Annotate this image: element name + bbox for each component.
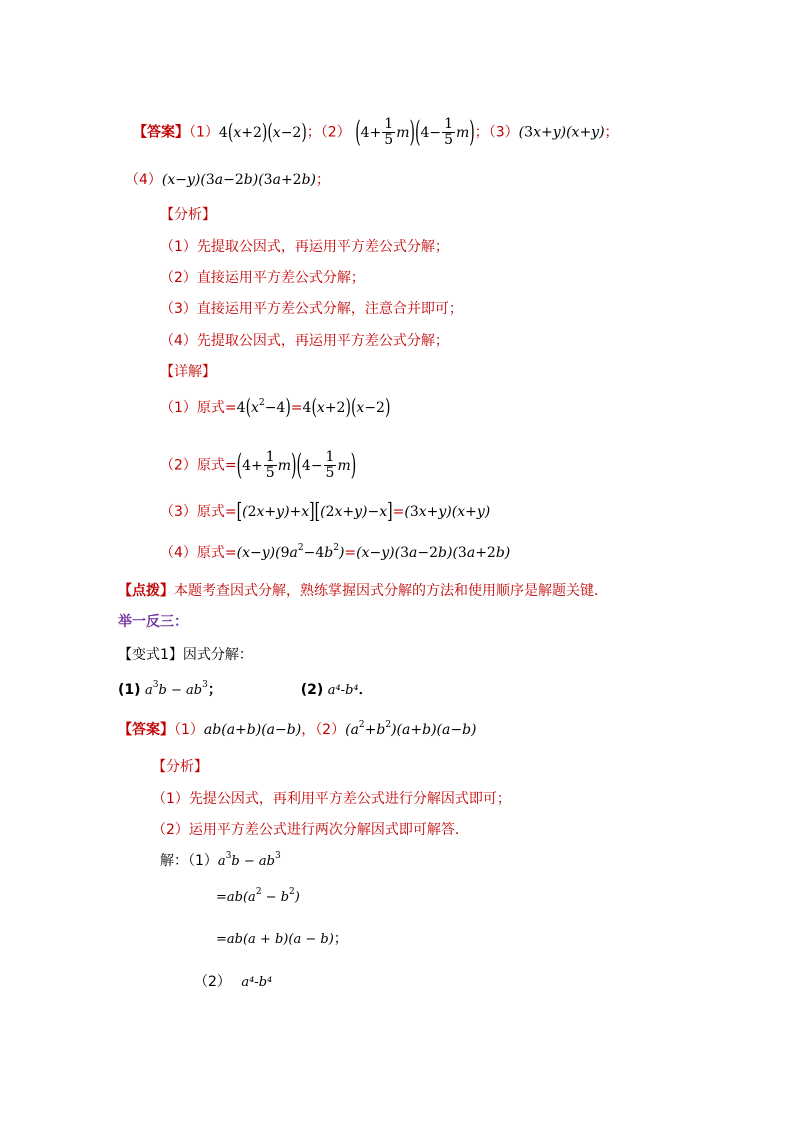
answer2-expr-1: ab(a+b)(a−b) — [203, 722, 302, 738]
detail1-line-4: （4）原式$=(x-y)(9a^2-4b^2)=(x-y)(3a-2b)(3a+2b)$ — [160, 543, 511, 561]
detail1-expr-1: $4(x^2-4)$ — [236, 396, 291, 420]
solution-step-1: $=ab(a^2 - b^2)$ — [216, 887, 300, 905]
answer-label: 【答案】 — [133, 124, 189, 141]
solution-end: ； — [333, 931, 348, 947]
solution-line-2 — [194, 972, 272, 993]
answer-expr-1: 4(x+2)(x−2) — [218, 120, 307, 145]
answer2-line — [118, 720, 477, 740]
answer-end-4: ； — [316, 172, 331, 188]
answer-line-1 — [133, 117, 619, 148]
answer-expr-4: (x−y)(3a−2b)(3a+2b) — [161, 172, 317, 188]
answer-expr-2: (4+ $\frac{1}{5}$ m)(4− $\frac{1}{5}$ m) — [355, 115, 475, 150]
analysis2-title: 【分析】 — [152, 759, 208, 775]
detail1-expr-2: (4+ $\frac{1}{5}$ m)(4− $\frac{1}{5}$ m) — [236, 448, 357, 483]
detail1-line-2 — [160, 450, 356, 481]
answer-part-4-num: （4） — [125, 172, 162, 188]
detail1-expr-3: [(2x+y)+x][(2x+y)−x] — [236, 500, 393, 524]
detail1-num-2: （2） — [160, 457, 197, 474]
solution-num-1: （1） — [188, 853, 218, 869]
solution-jie: 解： — [160, 853, 188, 869]
dianbo-line — [118, 581, 608, 601]
solution-step-2: =ab(a + b)(a − b)； — [216, 931, 348, 947]
answer-part-1-num: （1） — [189, 124, 219, 141]
answer2-num-2: （2） — [315, 722, 346, 738]
answer-part-3-num: ；（3） — [474, 124, 519, 141]
analysis2-item-2: （2）运用平方差公式进行两次分解因式即可解答． — [152, 822, 469, 838]
detail1-expr-4: $(x-y)(9a^2-4b^2)$ — [236, 543, 345, 561]
answer2-comma: ， — [301, 722, 316, 738]
answer-part-2-num: ；（2） — [306, 124, 351, 141]
problem-line — [118, 680, 373, 701]
dianbo-label: 【点拨】 — [118, 583, 174, 599]
answer-expr-3: (3x+y)(x+y) — [518, 124, 605, 141]
detail1-line-1: （1）原式$=4(x^2-4)=4(x+2)(x-2)$ — [160, 396, 391, 420]
section-title: 举一反三： — [118, 614, 188, 630]
detail1-num-1: （1） — [160, 400, 197, 416]
answer2-num-1: （1） — [174, 722, 204, 738]
solution-line-1 — [160, 851, 281, 872]
solution-expr-1: $a^3b - ab^3$ — [217, 851, 281, 869]
detail1-yuanshi-4: 原式= — [196, 545, 237, 561]
answer-line-2 — [125, 170, 330, 190]
analysis1-title: 【分析】 — [160, 207, 216, 223]
detail1-yuanshi-1: 原式= — [196, 400, 237, 416]
variant-label: 【变式1】 — [118, 647, 183, 663]
analysis1-item-2: （2）直接运用平方差公式分解； — [160, 270, 365, 286]
variant-line — [118, 645, 253, 665]
dianbo-text: 本题考查因式分解，熟练掌握因式分解的方法和使用顺序是解题关键． — [174, 583, 608, 599]
answer2-expr-2: $(a^2+b^2)(a+b)(a-b)$ — [345, 720, 477, 738]
problem-end: ． — [358, 682, 373, 698]
analysis1-item-4: （4）先提取公因式，再运用平方差公式分解； — [160, 333, 449, 349]
detail1-yuanshi-3: 原式= — [196, 504, 237, 520]
problem-2-num: (2) — [300, 682, 324, 698]
answer2-label: 【答案】 — [118, 722, 174, 738]
problem-sep: ； — [207, 682, 222, 698]
analysis2-item-1: （1）先提公因式，再利用平方差公式进行分解因式即可； — [152, 791, 511, 807]
solution-expr-2: a⁴-b⁴ — [241, 975, 273, 990]
detail1-num-4: （4） — [160, 545, 197, 561]
answer-end-1: ； — [604, 124, 619, 141]
analysis1-item-3: （3）直接运用平方差公式分解，注意合并即可； — [160, 301, 463, 317]
problem-2-expr: a⁴-b⁴ — [327, 683, 359, 698]
detail1-num-3: （3） — [160, 504, 197, 520]
analysis1-item-1: （1）先提取公因式，再运用平方差公式分解； — [160, 239, 449, 255]
detail1-line-3: （3）原式=[(2x+y)+x][(2x+y)−x]=(3x+y)(x+y) — [160, 500, 491, 524]
detail1-title: 【详解】 — [160, 364, 216, 380]
solution-num-2: （2） — [194, 974, 231, 990]
variant-text: 因式分解： — [182, 647, 253, 663]
problem-1-num: (1) — [118, 682, 141, 698]
detail1-yuanshi-2: 原式= — [196, 457, 237, 474]
problem-1-expr: $a^3b - ab^3$ — [145, 680, 208, 698]
